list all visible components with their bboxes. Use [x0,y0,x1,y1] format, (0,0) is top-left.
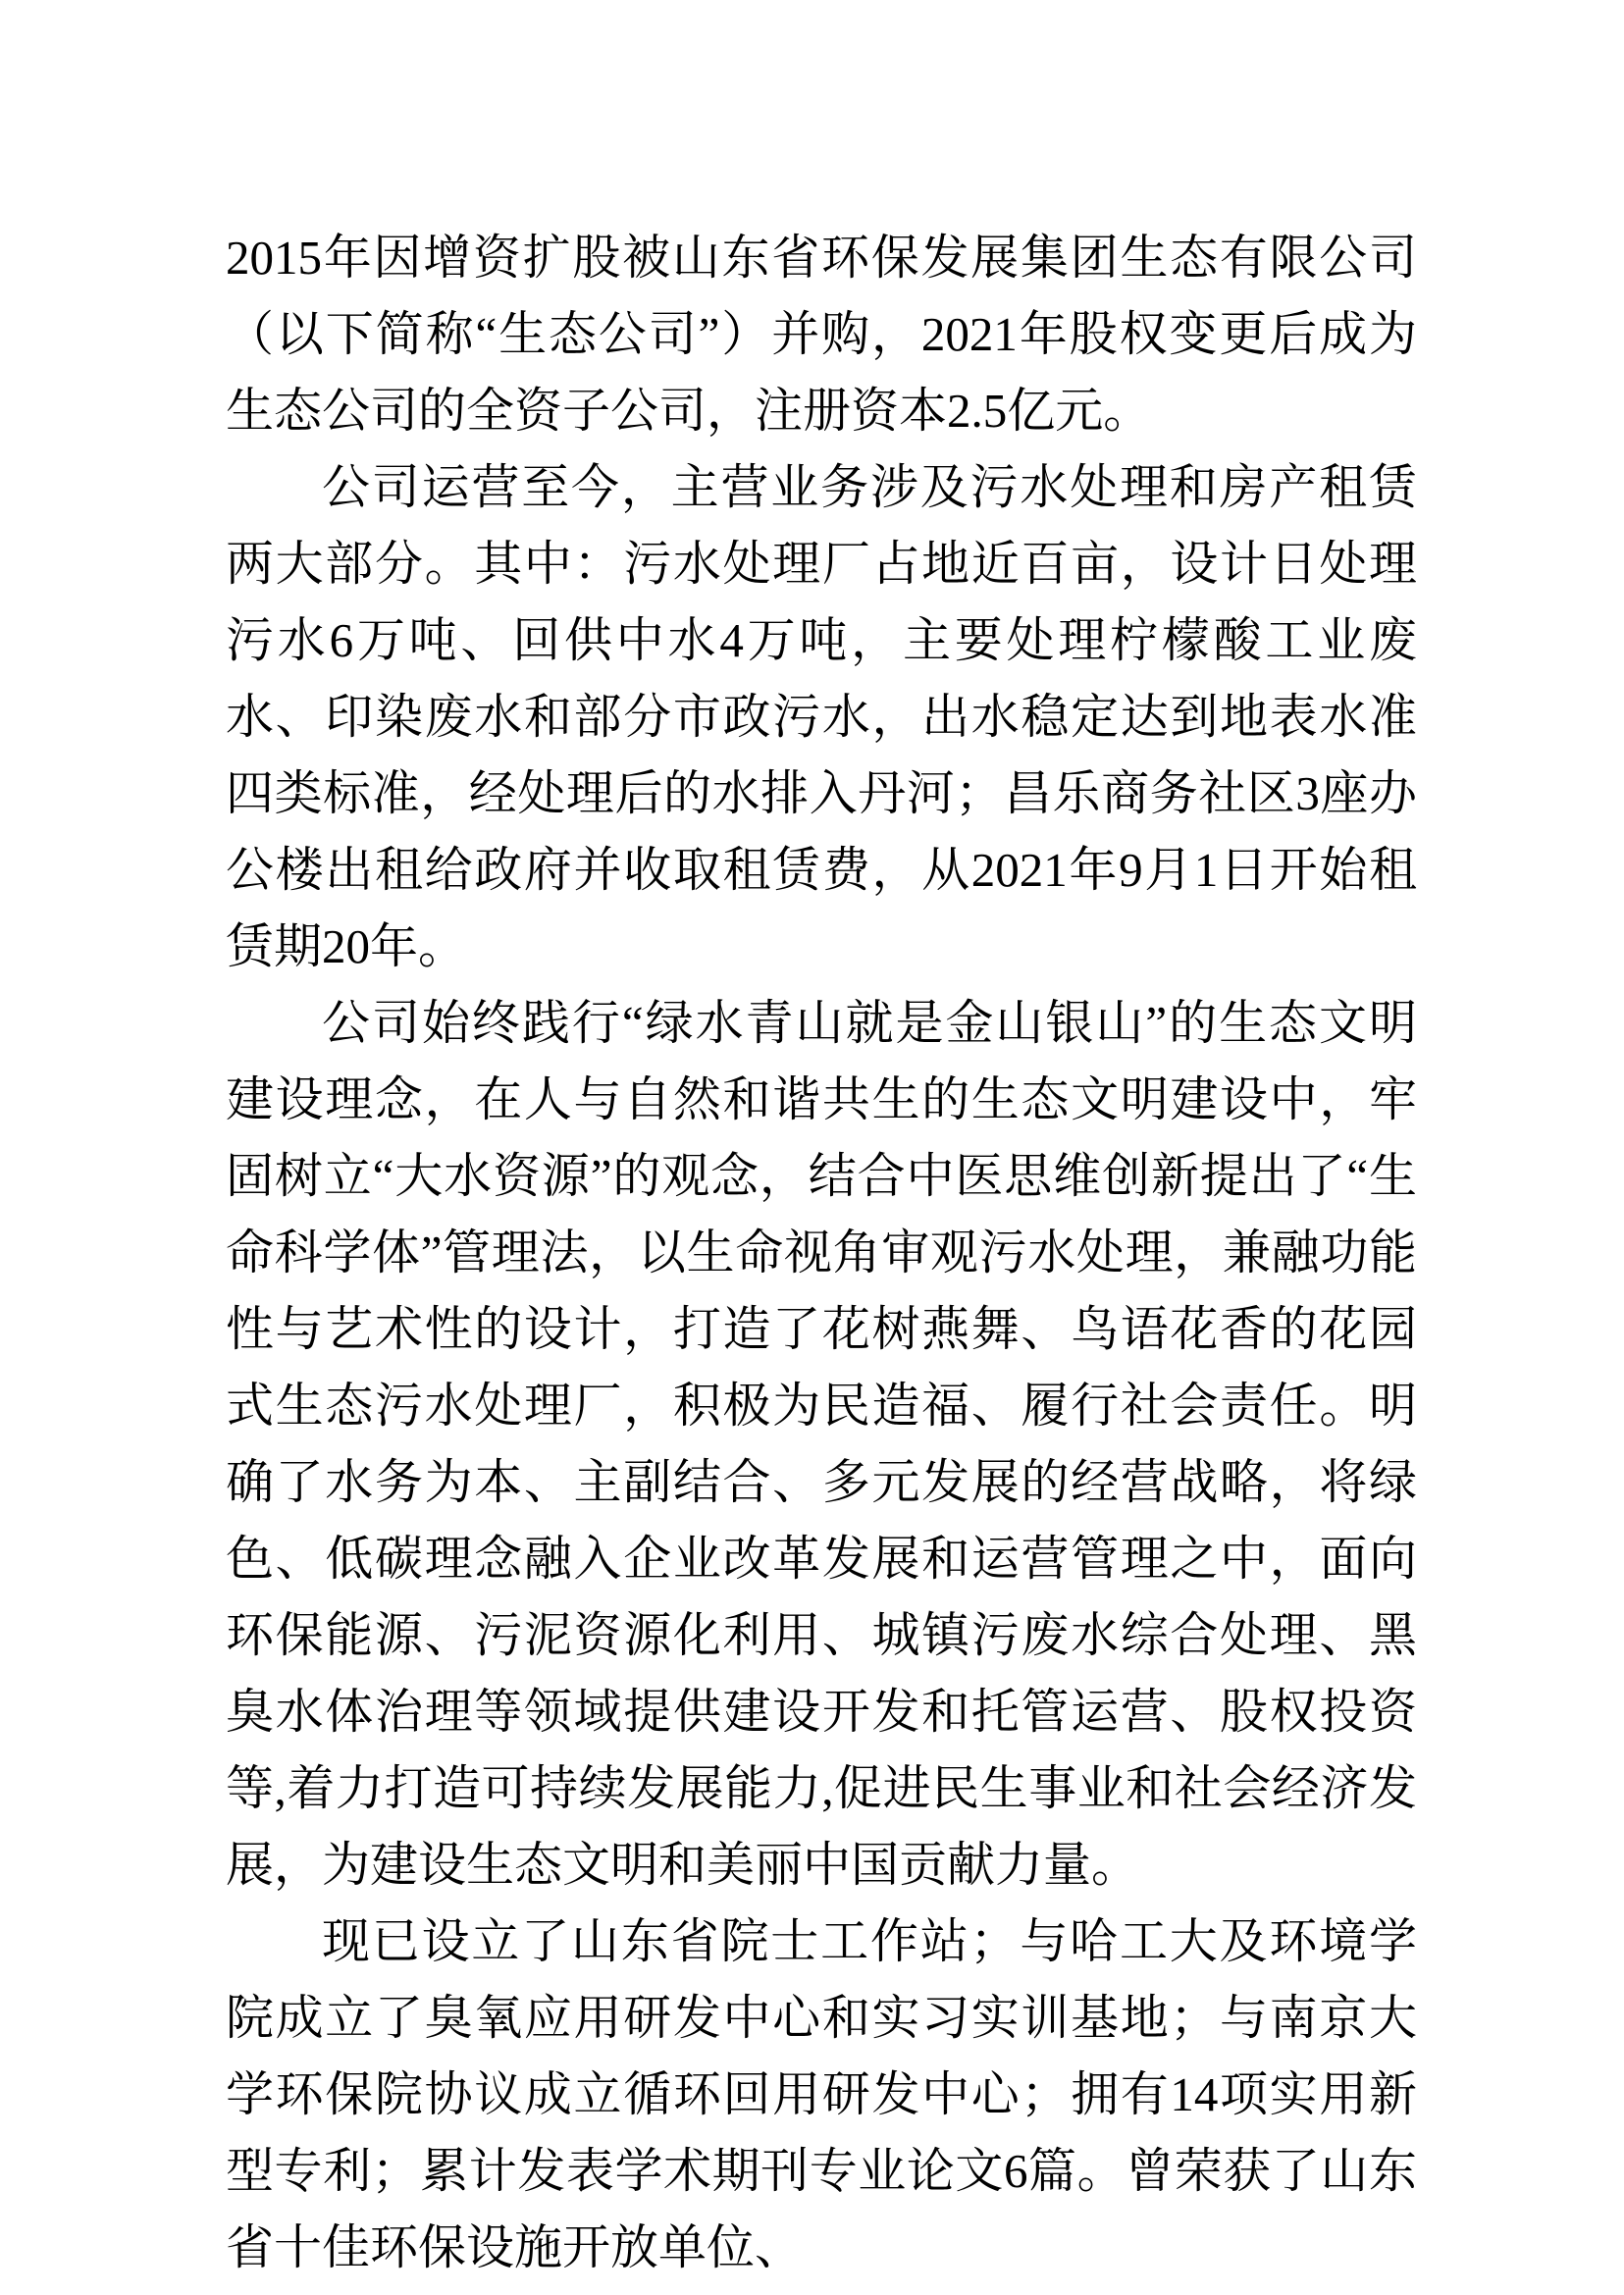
paragraph-continuation: 2015年因增资扩股被山东省环保发展集团生态有限公司（以下简称“生态公司”）并购，2021年股权变更后成为生态公司的全资子公司，注册资本2.5亿元。 [226,231,1417,438]
document-text-block [226,220,1417,2286]
paragraph-operations: 公司运营至今，主营业务涉及污水处理和房产租赁两大部分。其中：污水处理厂占地近百亩，设计日处理污水6万吨、回供中水4万吨，主要处理柠檬酸工业废水、印染废水和部分市政污水，出水稳定达到地表水准四类标准，经处理后的水排入丹河；昌乐商务社区3座办公楼出租给政府并收取租赁费，从2021年9月1日开始租赁期20年。 [226,460,1417,973]
paragraph-philosophy: 公司始终践行“绿水青山就是金山银山”的生态文明建设理念，在人与自然和谐共生的生态文明建设中，牢固树立“大水资源”的观念，结合中医思维创新提出了“生命科学体”管理法，以生命视角审观污水处理，兼融功能性与艺术性的设计，打造了花树燕舞、鸟语花香的花园式生态污水处理厂，积极为民造福、履行社会责任。明确了水务为本、主副结合、多元发展的经营战略，将绿色、低碳理念融入企业改革发展和运营管理之中，面向环保能源、污泥资源化利用、城镇污废水综合处理、黑臭水体治理等领域提供建设开发和托管运营、股权投资等,着力打造可持续发展能力,促进民生事业和社会经济发展，为建设生态文明和美丽中国贡献力量。 [226,996,1417,1892]
paragraph-achievements: 现已设立了山东省院士工作站；与哈工大及环境学院成立了臭氧应用研发中心和实习实训基地；与南京大学环保院协议成立循环回用研发中心；拥有14项实用新型专利；累计发表学术期刊专业论文6篇。曾荣获了山东省十佳环保设施开放单位、 [226,1914,1417,2274]
